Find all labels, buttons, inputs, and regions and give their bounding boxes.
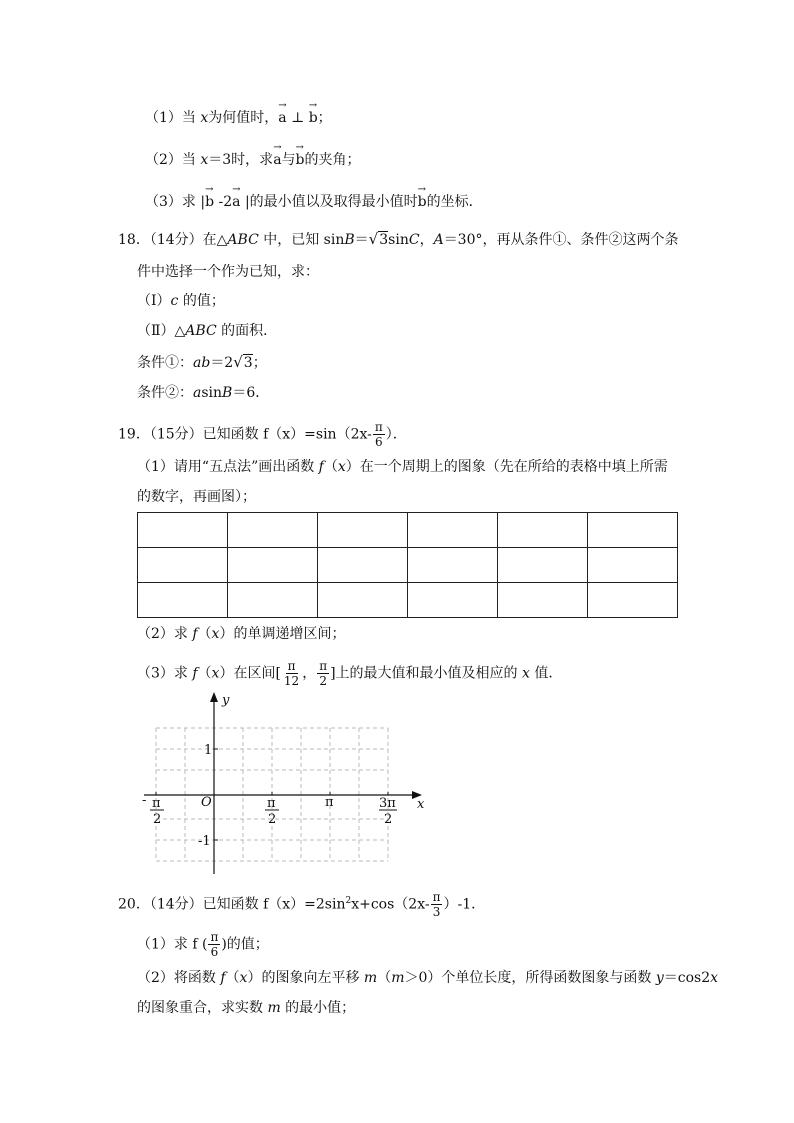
- table-row: [138, 583, 678, 618]
- table-cell[interactable]: [408, 513, 498, 548]
- five-point-table: [137, 512, 678, 618]
- q19-part2: （2）求 f（x）的单调递增区间；: [137, 626, 346, 642]
- vector-a: → a: [278, 108, 286, 128]
- table-cell[interactable]: [318, 513, 408, 548]
- q18-condition1: 条件①：ab＝2√3；: [137, 353, 267, 371]
- table-cell[interactable]: [408, 548, 498, 583]
- q19-part1-line1: （1）请用“五点法”画出函数 f（x）在一个周期上的图象（先在所给的表格中填上所需: [137, 459, 668, 475]
- vector-b: → b: [205, 192, 214, 212]
- tick-label-pi: π: [325, 795, 334, 810]
- q18-condition2: 条件②：asinB＝6．: [137, 385, 270, 401]
- y-axis-label: y: [222, 693, 230, 708]
- fraction: $\frac{\pi}{6}$: [210, 930, 219, 959]
- table-cell[interactable]: [138, 548, 228, 583]
- table-cell[interactable]: [318, 548, 408, 583]
- x-axis-label: x: [417, 797, 425, 812]
- tick-label-neg1: -1: [198, 834, 211, 849]
- tick-label-neg-sign: -: [142, 793, 147, 808]
- table-cell[interactable]: [498, 548, 588, 583]
- vector-a: → a: [232, 192, 240, 212]
- table-cell[interactable]: [228, 583, 318, 618]
- table-cell[interactable]: [588, 548, 678, 583]
- table-cell[interactable]: [498, 513, 588, 548]
- table-cell[interactable]: [318, 583, 408, 618]
- table-cell[interactable]: [588, 583, 678, 618]
- sqrt-3: 3: [379, 232, 389, 248]
- q18-part2: （Ⅱ）△ABC 的面积．: [137, 323, 278, 339]
- q18-stem-line1: 18．（14分）在△ABC 中，已知 sinB＝√3sinC，A＝30°，再从条件①、条件②这两个条: [118, 230, 679, 248]
- table-cell[interactable]: [138, 583, 228, 618]
- q20-stem: 20．（14分）已知函数 $f(x)=2\sin^2x+\cos(2x-$ $\frac{\pi}{3}$ ）-1．: [118, 890, 486, 919]
- q17-part1: （1）当 x为何值时，→ a ⊥ → b；: [145, 108, 332, 128]
- tick-label-3pi-den: 2: [384, 812, 393, 827]
- table-cell[interactable]: [228, 513, 318, 548]
- q19-stem: 19．（15分）已知函数 f（x）=sin（2x- $\frac{\pi}{6}$ ）．: [118, 420, 407, 449]
- table-cell[interactable]: [588, 513, 678, 548]
- tick-label-neg-pi-den: 2: [153, 812, 162, 827]
- coordinate-grid: [140, 688, 440, 878]
- vector-b: → b: [418, 192, 427, 212]
- q20-part1: （1）求 f ( $\frac{\pi}{6}$ )的值；: [137, 930, 269, 959]
- table-row: [138, 548, 678, 583]
- q18-part1: （Ⅰ）c 的值；: [137, 293, 225, 309]
- q18-stem-line2: 件中选择一个作为已知，求：: [137, 264, 319, 280]
- vector-b: → b: [309, 108, 318, 128]
- tick-label-neg-pi-num: π: [152, 796, 161, 811]
- y-axis-arrow-icon: [210, 692, 218, 702]
- q19-part1-line2: 的数字，再画图）；: [137, 489, 256, 505]
- q17-part3: （3）求 |→ b -2→ a |的最小值以及取得最小值时→ b的坐标．: [145, 192, 483, 212]
- origin-label: O: [201, 795, 212, 810]
- tick-label-3pi-num: 3π: [379, 796, 396, 811]
- fraction: $\frac{\pi}{12}$: [283, 659, 300, 688]
- sqrt-3: 3: [243, 355, 253, 371]
- q20-part2-line1: （2）将函数 f（x）的图象向左平移 m（m＞0）个单位长度，所得函数图象与函数 y＝cos2x: [137, 970, 719, 986]
- table-row: [138, 513, 678, 548]
- q17-part2: （2）当 x＝3时，求→ a与→ b的夹角；: [145, 150, 361, 170]
- fraction: $\frac{\pi}{6}$: [374, 420, 383, 449]
- fraction: $\frac{\pi}{2}$: [319, 659, 328, 688]
- vector-a: → a: [273, 150, 281, 170]
- q20-part2-line2: 的图象重合，求实数 m 的最小值；: [137, 1000, 356, 1016]
- tick-label-half-pi-den: 2: [268, 812, 277, 827]
- q19-part3: （3）求 f（x）在区间[ $\frac{\pi}{12}$ ， $\frac{\pi}{2}$ ]上的最大值和最小值及相应的 x 值．: [137, 659, 563, 688]
- table-cell[interactable]: [228, 548, 318, 583]
- table-cell[interactable]: [498, 583, 588, 618]
- fraction: $\frac{\pi}{3}$: [432, 890, 441, 919]
- table-cell[interactable]: [408, 583, 498, 618]
- tick-label-half-pi-num: π: [267, 796, 276, 811]
- tick-label-1: 1: [204, 743, 213, 758]
- vector-b: → b: [296, 150, 305, 170]
- table-cell[interactable]: [138, 513, 228, 548]
